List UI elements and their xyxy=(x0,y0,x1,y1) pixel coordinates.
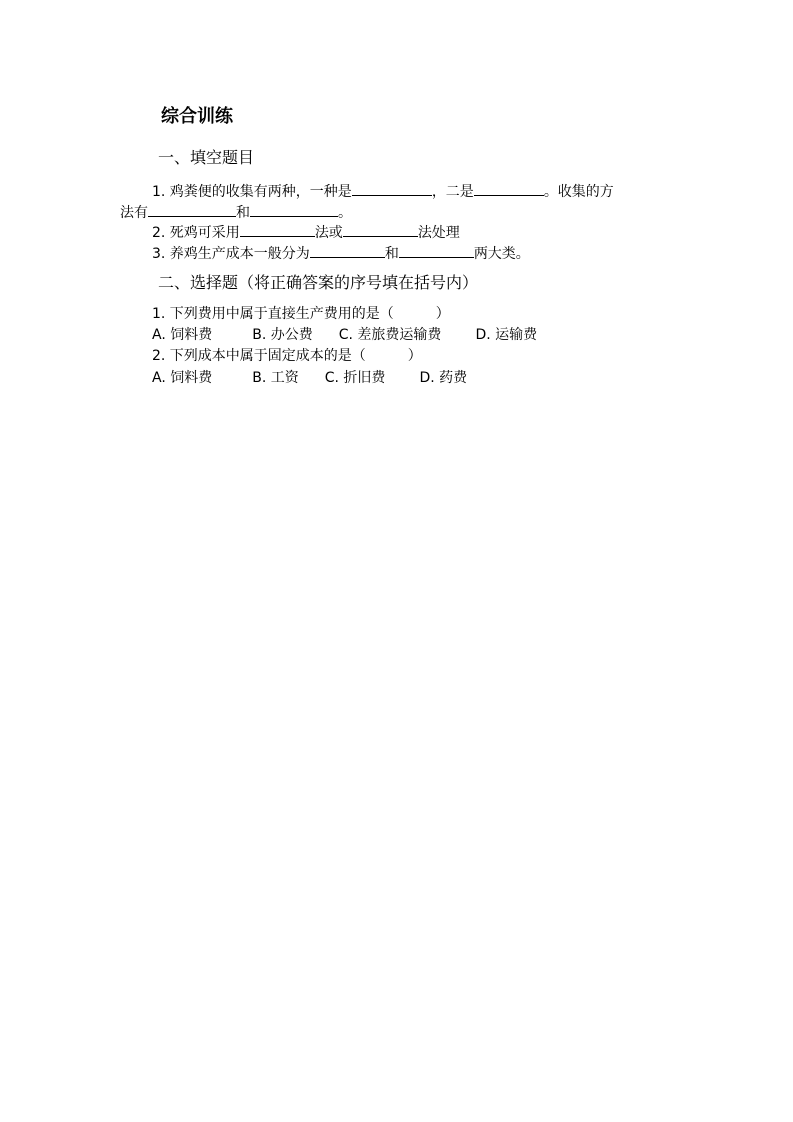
option-a: A. 饲料费 xyxy=(152,370,213,386)
choice-question-1-stem: 1. 下列费用中属于直接生产费用的是（ ） xyxy=(152,306,450,322)
option-a: A. 饲料费 xyxy=(152,327,213,343)
option-d: D. 药费 xyxy=(419,370,468,386)
question-text: 2. 死鸡可采用 xyxy=(152,225,240,241)
question-text: 。 xyxy=(338,205,352,221)
section-fill-blank-heading: 一、填空题目 xyxy=(158,148,255,167)
question-text: 法处理 xyxy=(417,225,460,241)
answer-blank xyxy=(399,243,474,258)
option-b: B. 工资 xyxy=(252,370,299,386)
answer-blank xyxy=(250,202,338,217)
answer-blank xyxy=(310,243,385,258)
answer-blank xyxy=(352,181,432,196)
fill-blank-question-2 xyxy=(152,222,460,242)
fill-blank-question-1-line-1 xyxy=(152,181,614,201)
option-b: B. 办公费 xyxy=(252,327,313,343)
section-multiple-choice-heading: 二、选择题（将正确答案的序号填在括号内） xyxy=(158,273,479,292)
choice-question-2-options xyxy=(152,369,467,387)
fill-blank-question-1-line-2 xyxy=(120,202,352,222)
question-text: 和 xyxy=(384,246,399,262)
option-c: C. 折旧费 xyxy=(324,370,386,386)
answer-blank xyxy=(343,222,418,237)
question-text: 和 xyxy=(236,205,250,221)
answer-blank xyxy=(240,222,315,237)
question-text: 3. 养鸡生产成本一般分为 xyxy=(152,246,310,262)
question-text: 两大类。 xyxy=(473,246,530,262)
question-text: 法或 xyxy=(314,225,343,241)
question-text: ，二是 xyxy=(431,184,474,200)
option-d: D. 运输费 xyxy=(475,327,538,343)
choice-question-2-stem: 2. 下列成本中属于固定成本的是（ ） xyxy=(152,348,422,364)
answer-blank xyxy=(148,202,236,217)
question-text: 1. 鸡粪便的收集有两种，一种是 xyxy=(152,184,352,200)
page-title: 综合训练 xyxy=(161,106,233,127)
answer-blank xyxy=(474,181,544,196)
choice-question-1-options xyxy=(152,326,537,344)
question-text: 。收集的方 xyxy=(543,184,614,200)
option-c: C. 差旅费运输费 xyxy=(338,327,442,343)
fill-blank-question-3 xyxy=(152,243,530,263)
question-text: 法有 xyxy=(120,205,148,221)
